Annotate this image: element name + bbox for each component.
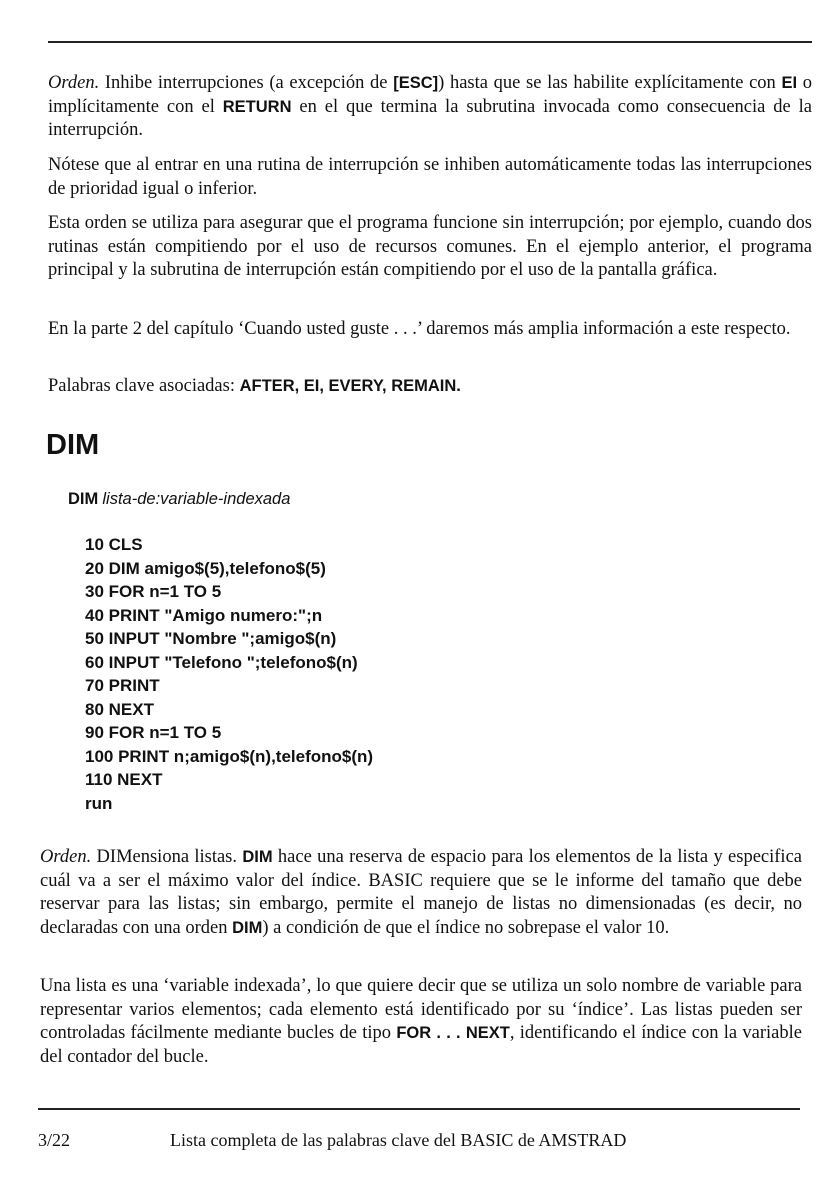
paragraph-lista: Una lista es una ‘variable indexada’, lo que quiere decir que se utiliza un solo nombre de variable para representar varios elementos; cada elemento está identificado por su ‘índice’. Las listas pueden ser controladas fácilmente mediante bucles de tipo FOR . . . NEXT, identificando el índice con la variable del contador del bucle. — [40, 976, 802, 1067]
associated-keywords: AFTER, EI, EVERY, REMAIN. — [239, 377, 461, 395]
code-line: 30 FOR n=1 TO 5 — [85, 582, 222, 601]
bottom-rule — [38, 1108, 800, 1110]
keyword-dim: DIM — [232, 918, 263, 937]
code-line: 10 CLS — [85, 535, 143, 554]
paragraph-note: Nótese que al entrar en una rutina de interrupción se inhiben automáticamente todas las interrupciones de prioridad igual o inferior. — [48, 155, 812, 199]
paragraph-keywords: Palabras clave asociadas: AFTER, EI, EVERY, REMAIN. — [48, 376, 461, 396]
paragraph-usage: Esta orden se utiliza para asegurar que el programa funcione sin interrupción; por ejemplo, cuando dos rutinas están compitiendo por el uso de recursos comunes. En el ejemplo anterior, el programa principal y la subrutina de interrupción están compitiendo por el uso de la pantalla gráfica. — [48, 213, 812, 280]
keyword-esc: [ESC] — [393, 74, 439, 92]
keyword-return: RETURN — [222, 97, 292, 116]
running-footer-title: Lista completa de las palabras clave del BASIC de AMSTRAD — [170, 1130, 627, 1150]
orden-label: Orden. — [40, 847, 92, 867]
keyword-dim: DIM — [242, 848, 273, 866]
code-line: 50 INPUT "Nombre ";amigo$(n) — [85, 629, 337, 648]
keyword-for-next: FOR . . . NEXT — [396, 1024, 510, 1042]
code-line: 40 PRINT "Amigo numero:";n — [85, 605, 323, 625]
syntax-line — [68, 488, 290, 510]
top-rule — [48, 41, 812, 43]
keyword-ei: EI — [781, 74, 798, 92]
code-line: 60 INPUT "Telefono ";telefono$(n) — [85, 652, 358, 672]
syntax-argument: lista-de:variable-indexada — [102, 490, 291, 508]
code-listing — [85, 533, 373, 815]
orden-label: Orden. — [48, 73, 100, 93]
paragraph-orden-di: Orden. Inhibe interrupciones (a excepción de [ESC]) hasta que se las habilite explícitamente con EI o implícitamente con el RETURN en el que termina la subrutina invocada como consecuencia de la interrupción. — [48, 73, 813, 140]
section-heading-dim: DIM — [46, 429, 100, 461]
code-line: 110 NEXT — [85, 770, 163, 789]
code-line: 20 DIM amigo$(5),telefono$(5) — [85, 558, 326, 578]
syntax-keyword: DIM — [68, 490, 99, 508]
code-line: run — [85, 793, 113, 813]
paragraph-orden-dim: Orden. DIMensiona listas. DIM hace una reserva de espacio para los elementos de la lista y especifica cuál va a ser el máximo valor del índice. BASIC requiere que se le informe del tamaño que debe reservar para las listas; sin embargo, permite el manejo de listas no dimensionadas (es decir, no declaradas con una orden DIM) a condición de que el índice no sobrepase el valor 10. — [40, 847, 802, 938]
code-line: 70 PRINT — [85, 676, 160, 695]
paragraph-reference: En la parte 2 del capítulo ‘Cuando usted guste . . .’ daremos más amplia información a este respecto. — [48, 319, 791, 339]
page-number: 3/22 — [38, 1130, 71, 1150]
code-line: 100 PRINT n;amigo$(n),telefono$(n) — [85, 746, 374, 766]
code-line: 80 NEXT — [85, 699, 154, 719]
code-line: 90 FOR n=1 TO 5 — [85, 723, 222, 742]
